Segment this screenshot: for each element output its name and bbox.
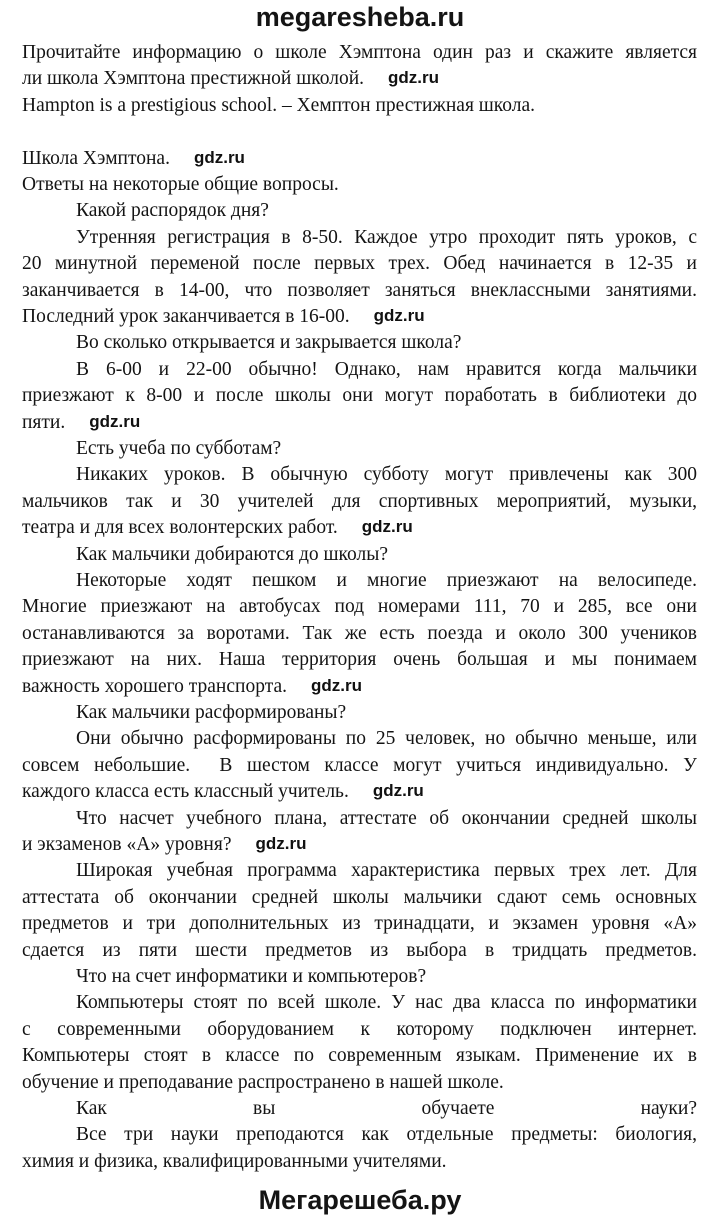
text-line-content: обучение и преподавание распространено в нашей школе. [22,1071,504,1093]
text-line [22,491,697,517]
text-line-content: Широкая учебная программа характеристика первых трех лет. Для [76,860,697,882]
text-line-content: Последний урок заканчивается в 16-00. [22,306,350,327]
text-line [76,200,697,226]
text-line [22,1019,697,1045]
text-line-content: Что на счет информатики и компьютеров? [76,966,427,987]
text-line-content: приезжают на них. Наша территория очень большая и мы понимаем [22,649,697,671]
text-line [76,359,697,385]
watermark: gdz.ru [372,781,424,801]
text-line-content: Какой распорядок дня? [76,200,269,222]
text-line-content: Есть учеба по субботам? [76,438,282,459]
text-line [22,913,697,939]
site-footer: Мегарешеба.ру [258,1185,462,1215]
text-line-content: предметов и три дополнительных из тринадцати, и экзамен уровня «А» [22,913,697,935]
text-line-content: каждого класса есть классный учитель. [22,781,349,803]
text-line [22,121,697,147]
text-line [76,1124,697,1150]
text-line [76,860,697,886]
text-line [22,68,697,94]
text-line [76,332,697,358]
text-line-content: мальчиков так и 30 учителей для спортивных мероприятий, музыки, [22,490,697,512]
text-line-content: совсем небольшие. В шестом классе могут учиться индивидуально. У [22,754,697,776]
watermark: gdz.ru [388,68,440,88]
text-line-content: В 6-00 и 22-00 обычно! Однако, нам нравится когда мальчики [76,358,697,380]
text-line-content: Утренняя регистрация в 8-50. Каждое утро проходит пять уроков, с [76,226,697,248]
text-line [22,42,697,68]
text-line [22,1072,697,1098]
text-line-content: и экзаменов «А» уровня? [22,834,232,855]
text-line-content: Многие приезжают на автобусах под номерами 111, 70 и 285, все они [22,596,697,618]
text-line [22,385,697,411]
text-line [22,95,697,121]
text-line-content: заканчивается в 14-00, что позволяет заняться внеклассными занятиями. [22,279,697,301]
text-line [22,596,697,622]
text-line [22,1045,697,1071]
text-line-content: аттестата об окончании средней школы мальчики сдают семь основных [22,886,697,908]
text-line [22,148,697,174]
watermark: gdz.ru [89,411,141,431]
text-line-content: Ответы на некоторые общие вопросы. [22,174,339,195]
watermark: gdz.ru [310,675,362,695]
watermark: gdz.ru [373,306,425,325]
text-line [22,174,697,200]
text-line [76,544,697,570]
text-line-content: Никаких уроков. В обычную субботу могут привлечены как 300 [76,464,697,486]
text-line-content: ли школа Хэмптона престижной школой. [22,68,365,90]
text-line-content: Во сколько открывается и закрывается школа? [76,332,462,354]
text-line [22,623,697,649]
text-line-content: Hampton is a prestigious school. – Хемптон престижная школа. [22,94,536,116]
text-line [76,728,697,754]
text-line [22,649,697,675]
text-line [76,808,697,834]
text-line-content: Как мальчики добираются до школы? [76,543,388,565]
text-line [22,940,697,966]
watermark: gdz.ru [193,147,245,167]
text-line [76,438,697,464]
site-header: megaresheba.ru [255,2,465,32]
text-line [22,834,697,860]
text-line [76,464,697,490]
text-line [76,992,697,1018]
text-line [22,306,697,332]
text-line-content: Школа Хэмптона. [22,147,170,169]
text-line [22,676,697,702]
text-line-content: приезжают к 8-00 и после школы они могут поработать в библиотеки до [22,385,697,407]
text-line [22,517,697,543]
text-line-content: с современными оборудованием к которому подключен интернет. [22,1018,697,1040]
watermark: gdz.ru [255,834,307,853]
text-line-content: Прочитайте информацию о школе Хэмптона один раз и скажите является [22,42,697,63]
text-line-content: театра и для всех волонтерских работ. [22,517,338,539]
text-line-content: Что насчет учебного плана, аттестате об окончании средней школы [76,807,697,829]
text-line [22,280,697,306]
text-line [22,253,697,279]
text-line-content: 20 минутной переменой после первых трех. Обед начинается в 12-35 и [22,253,697,275]
text-line-content: Некоторые ходят пешком и многие приезжают на велосипеде. [76,570,697,591]
text-line-content: останавливаются за воротами. Так же есть поезда и около 300 учеников [22,622,697,644]
text-line-content: Все три науки преподаются как отдельные предметы: биология, [76,1124,697,1146]
text-line-content: важность хорошего транспорта. [22,675,287,697]
text-line-content: Как мальчики расформированы? [76,702,347,723]
text-line [22,1151,697,1177]
text-line [22,781,697,807]
text-line-content: пяти. [22,411,66,433]
text-line-content: химия и физика, квалифицированными учителями. [22,1150,447,1172]
text-line [76,966,697,992]
text-line [76,1098,697,1124]
text-line-content: Как вы обучаете науки? [76,1098,697,1119]
text-line-content: сдается из пяти шести предметов из выбора в тридцать предметов. [22,939,697,961]
text-line [76,570,697,596]
text-line [22,755,697,781]
text-line [76,702,697,728]
text-line-content: Они обычно расформированы по 25 человек, но обычно меньше, или [76,728,697,750]
text-line-content: Компьютеры стоят в классе по современным языкам. Применение их в [22,1045,697,1067]
text-line [76,227,697,253]
text-line-content: Компьютеры стоят по всей школе. У нас два класса по информатики [76,992,697,1014]
text-line [22,412,697,438]
watermark: gdz.ru [361,517,413,537]
text-line [22,887,697,913]
